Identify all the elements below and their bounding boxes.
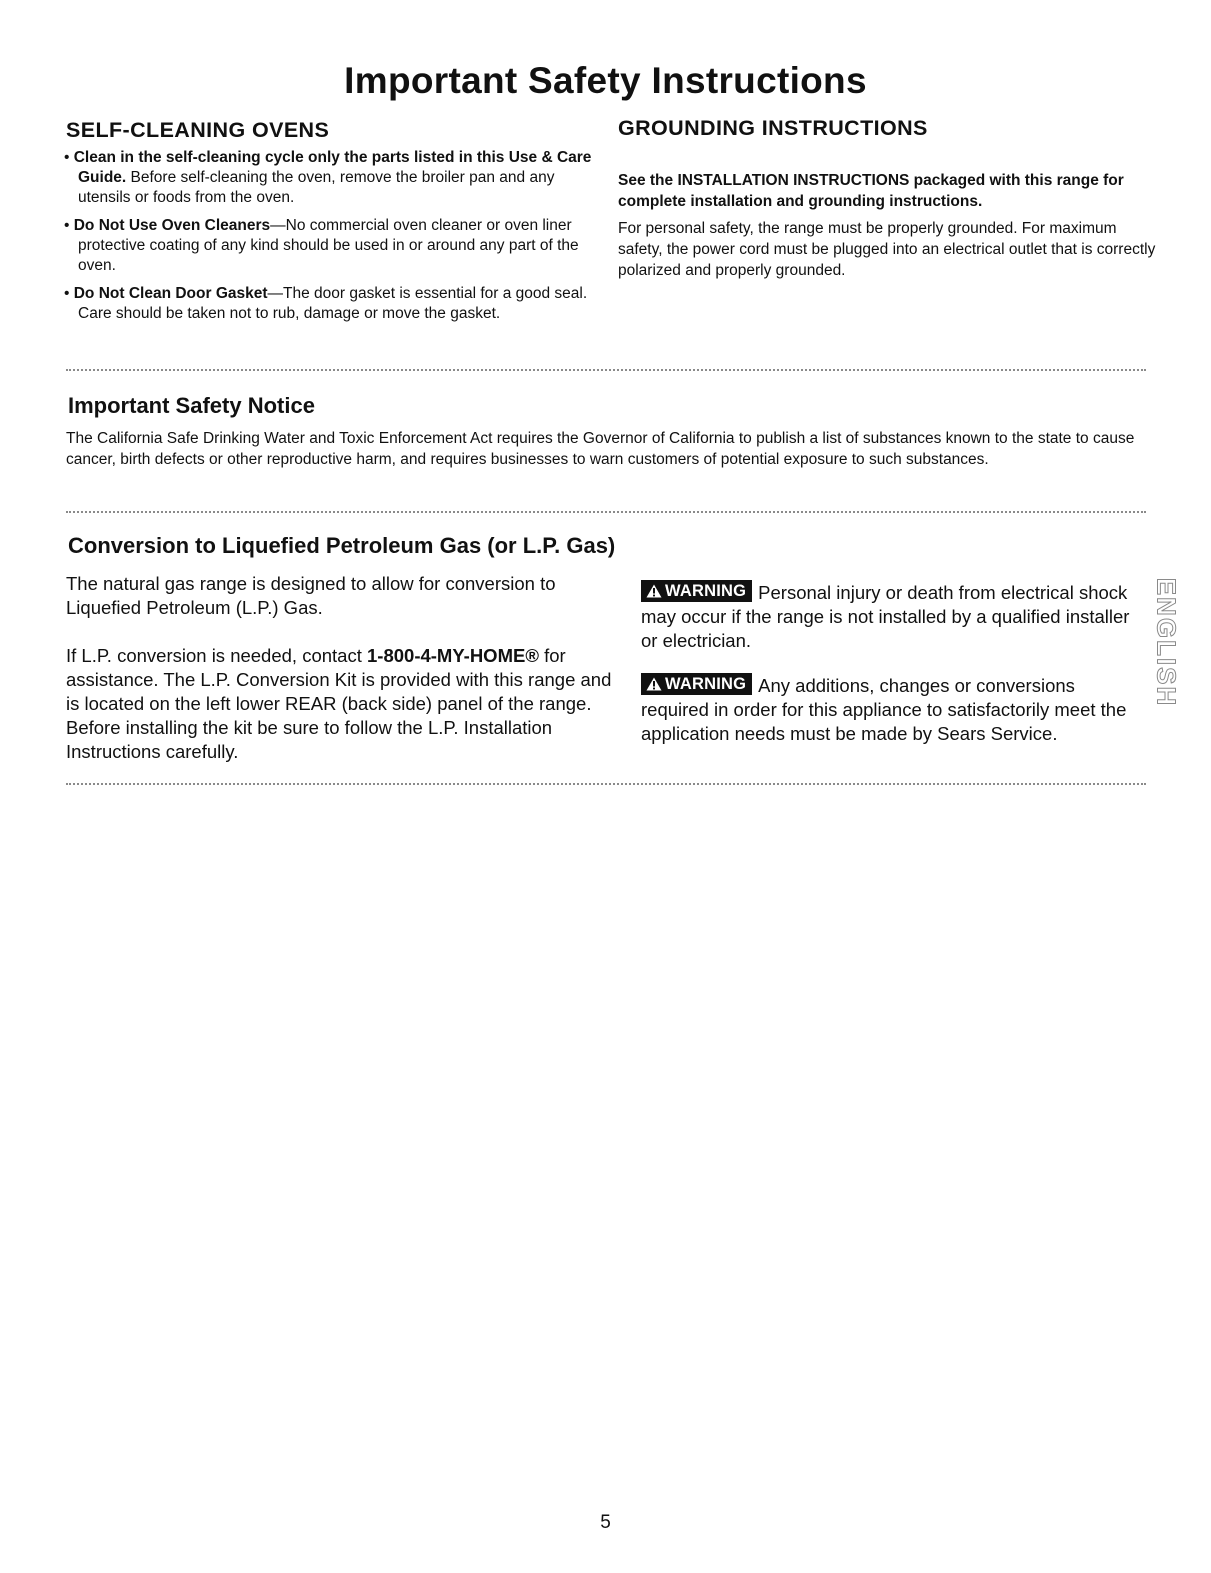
self-cleaning-list	[64, 148, 604, 332]
warning-badge	[641, 673, 752, 695]
list-item: • Do Not Clean Door Gasket—The door gasket is essential for a good seal. Care should be taken not to rub, damage or move the gasket.	[64, 285, 588, 322]
conversion-heading: Conversion to Liquefied Petroleum Gas (or L.P. Gas)	[68, 533, 616, 558]
bullet-bold: Do Not Use Oven Cleaners	[73, 217, 271, 234]
service-warning	[641, 673, 1141, 746]
conversion-instructions	[66, 644, 621, 764]
grounding-heading: GROUNDING INSTRUCTIONS	[618, 116, 928, 140]
conversion-intro: The natural gas range is designed to allow for conversion to Liquefied Petroleum (L.P.) Gas.	[66, 573, 556, 618]
page-title: Important Safety Instructions	[344, 60, 867, 101]
notice-body: The California Safe Drinking Water and Toxic Enforcement Act requires the Governor of California to publish a list of substances known to the state to cause cancer, birth defects or other reproductive harm, and requires businesses to warn customers of potential exposure to such substances.	[66, 430, 1135, 468]
grounding-body: For personal safety, the range must be properly grounded. For maximum safety, the power cord must be plugged into an electrical outlet that is correctly polarized and properly grounded.	[618, 220, 1156, 279]
bullet-bold: Clean in the self-cleaning cycle only the parts listed in this Use & Care Guide.	[73, 149, 592, 186]
divider	[66, 369, 1146, 371]
notice-heading: Important Safety Notice	[68, 393, 315, 418]
warning-label: WARNING	[665, 582, 747, 600]
grounding-intro: See the INSTALLATION INSTRUCTIONS packaged with this range for complete installation and grounding instructions.	[618, 172, 1124, 210]
warning-badge	[641, 580, 752, 602]
bullet-bold: Do Not Clean Door Gasket	[73, 285, 268, 302]
bullet-text: —The door gasket is essential for a good seal. Care should be taken not to rub, damage or move the gasket.	[78, 285, 588, 322]
bullet-text: Before self-cleaning the oven, remove the broiler pan and any utensils or foods from the oven.	[78, 169, 555, 206]
warning-text: Any additions, changes or conversions required in order for this appliance to satisfactorily meet the application needs must be made by Sears Service.	[641, 675, 1127, 744]
warning-triangle-icon	[646, 677, 662, 691]
warning-label: WARNING	[665, 675, 747, 693]
warning-text: Personal injury or death from electrical shock may occur if the range is not installed by a qualified installer or electrician.	[641, 582, 1130, 651]
page-number: 5	[600, 1512, 611, 1533]
list-item: • Do Not Use Oven Cleaners—No commercial oven cleaner or oven liner protective coating of any kind should be used in or around any part of the oven.	[64, 217, 579, 274]
divider	[66, 511, 1146, 513]
list-item: • Clean in the self-cleaning cycle only the parts listed in this Use & Care Guide. Before self-cleaning the oven, remove the broiler pan and any utensils or foods from the oven.	[64, 149, 592, 206]
conversion-text-end: for assistance. The L.P. Conversion Kit is provided with this range and is located on the left lower REAR (back side) panel of the range. Before installing the kit be sure to follow the L.P. Installation Instructions carefully.	[66, 645, 612, 762]
language-tab-label: ENGLISH	[1151, 577, 1182, 707]
divider	[66, 783, 1146, 785]
warning-triangle-icon	[646, 584, 662, 598]
bullet-text: —No commercial oven cleaner or oven liner protective coating of any kind should be used in or around any part of the oven.	[78, 217, 579, 274]
self-cleaning-heading: SELF-CLEANING OVENS	[66, 118, 330, 142]
conversion-text-start: If L.P. conversion is needed, contact	[66, 645, 367, 666]
electrical-warning	[641, 580, 1141, 653]
language-tab	[1148, 562, 1184, 722]
phone-number: 1-800-4-MY-HOME®	[367, 645, 539, 666]
